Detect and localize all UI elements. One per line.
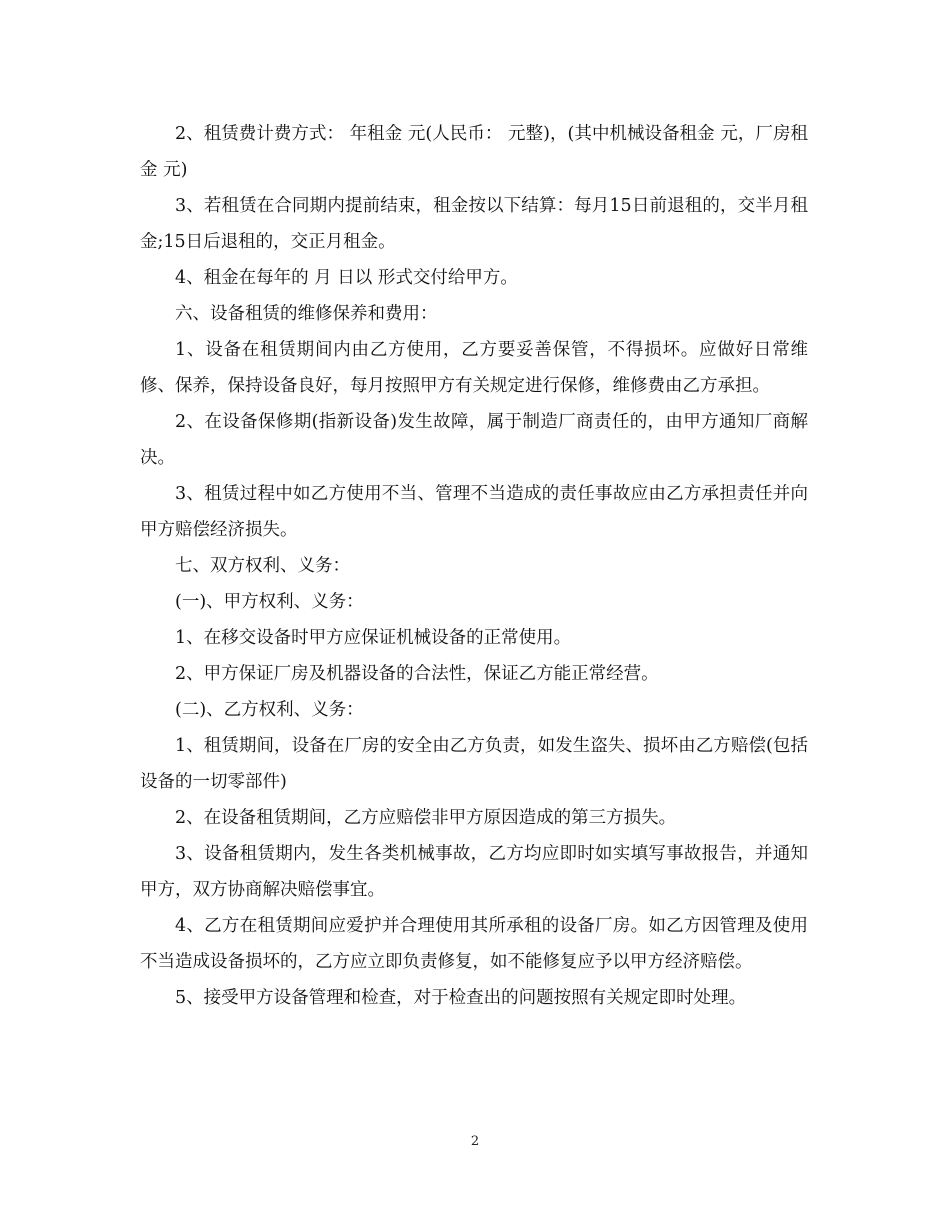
subsection-heading-party-a: (一)、甲方权利、义务： [175,592,364,612]
paragraph-party-a-1: 1、在移交设备时甲方应保证机械设备的正常使用。 [175,628,572,648]
section-heading-rights-obligations: 七、双方权利、义务： [175,556,350,576]
paragraph-party-b-5: 5、接受甲方设备管理和检查，对于检查出的问题按照有关规定即时处理。 [175,988,747,1008]
paragraph-party-a-2: 2、甲方保证厂房及机器设备的合法性，保证乙方能正常经营。 [175,664,659,684]
paragraph-maintenance-1: 1、设备在租赁期间内由乙方使用，乙方要妥善保管，不得损坏。应做好日常维修、保养，保持设备良好，每月按照甲方有关规定进行保修，维修费由乙方承担。 [140,340,808,396]
paragraph-party-b-2: 2、在设备租赁期间，乙方应赔偿非甲方原因造成的第三方损失。 [175,808,677,828]
subsection-heading-party-b: (二)、乙方权利、义务： [175,700,364,720]
paragraph-maintenance-2: 2、在设备保修期(指新设备)发生故障，属于制造厂商责任的，由甲方通知厂商解决。 [140,412,808,468]
paragraph-maintenance-3: 3、租赁过程中如乙方使用不当、管理不当造成的责任事故应由乙方承担责任并向甲方赔偿经济损失。 [140,484,808,540]
paragraph-party-b-4: 4、乙方在租赁期间应爱护并合理使用其所承租的设备厂房。如乙方因管理及使用不当造成设备损坏的，乙方应立即负责修复，如不能修复应予以甲方经济赔偿。 [140,916,808,972]
paragraph-early-termination: 3、若租赁在合同期内提前结束，租金按以下结算：每月15日前退租的，交半月租金;15日后退租的，交正月租金。 [140,196,808,252]
page-number: 2 [470,1134,480,1149]
paragraph-party-b-1: 1、租赁期间，设备在厂房的安全由乙方负责，如发生盗失、损坏由乙方赔偿(包括设备的一切零部件) [140,736,808,792]
paragraph-payment-date: 4、租金在每年的 月 日以 形式交付给甲方。 [175,268,518,288]
document-body [140,116,808,1016]
paragraph-rent-calculation: 2、租赁费计费方式： 年租金 元(人民币： 元整)，(其中机械设备租金 元，厂房租金 元) [140,124,808,180]
paragraph-party-b-3: 3、设备租赁期内，发生各类机械事故，乙方均应即时如实填写事故报告，并通知甲方，双方协商解决赔偿事宜。 [140,844,808,900]
section-heading-maintenance: 六、设备租赁的维修保养和费用： [175,304,438,324]
